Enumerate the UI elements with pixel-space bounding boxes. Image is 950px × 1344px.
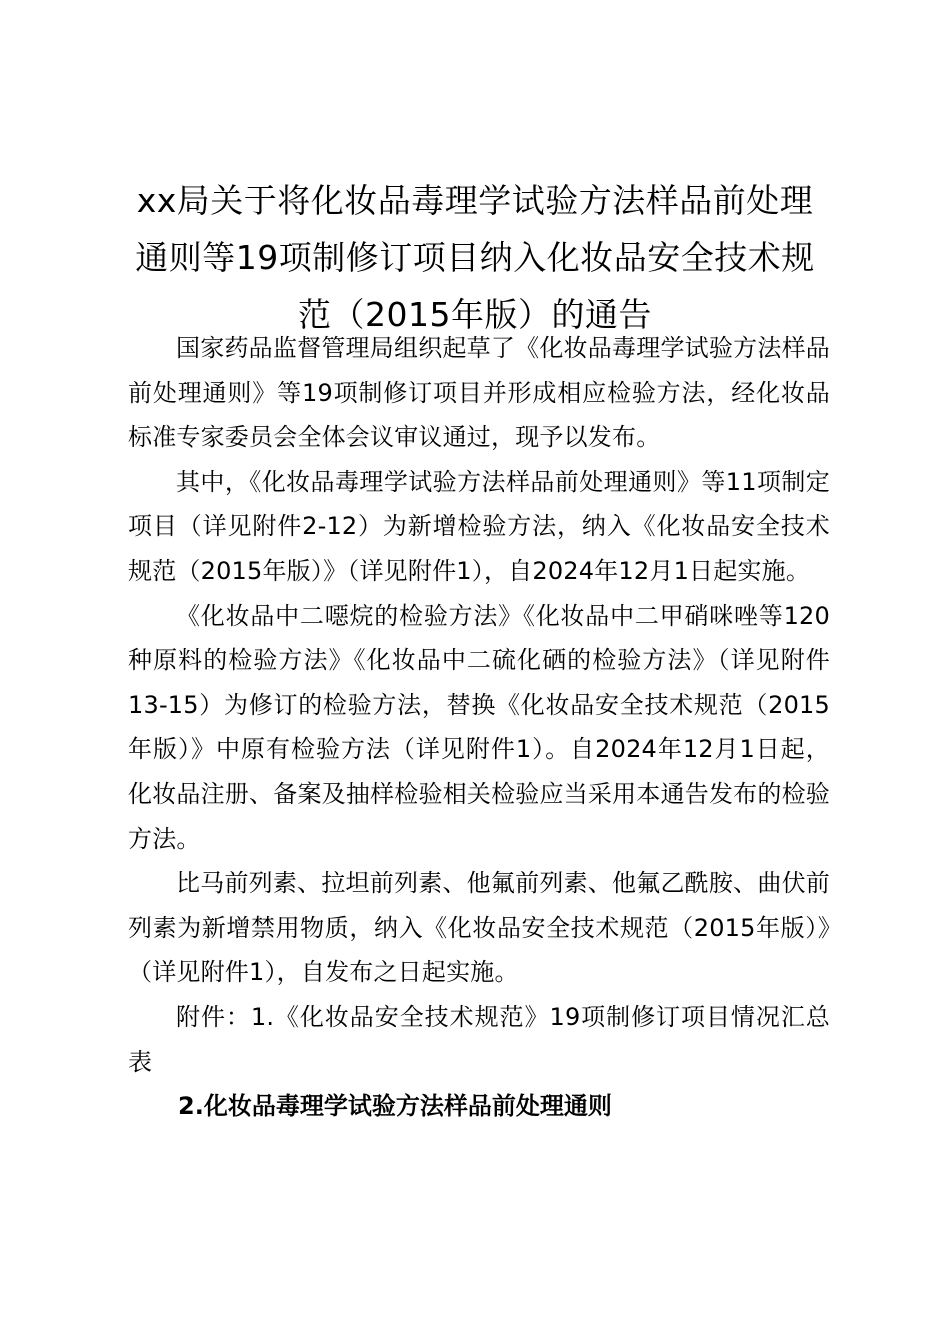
attachment-heading: 2.化妆品毒理学试验方法样品前处理通则 — [178, 1092, 612, 1121]
paragraph-intro: 国家药品监督管理局组织起草了《化妆品毒理学试验方法样品前处理通则》等19项制修订项目并形成相应检验方法，经化妆品标准专家委员会全体会议审议通过，现予以发布。 — [128, 334, 830, 452]
document-body — [128, 326, 830, 1129]
paragraph-prohibited-substances: 比马前列素、拉坦前列素、他氟前列素、他氟乙酰胺、曲伏前列素为新增禁用物质，纳入《化妆品安全技术规范（2015年版）》（详见附件1），自发布之日起实施。 — [128, 869, 830, 987]
paragraph-new-methods: 其中，《化妆品毒理学试验方法样品前处理通则》等11项制定项目（详见附件2-12）为新增检验方法，纳入《化妆品安全技术规范（2015年版）》（详见附件1），自2024年12月1日起实施。 — [128, 467, 830, 585]
paragraph-revised-methods: 《化妆品中二噁烷的检验方法》《化妆品中二甲硝咪唑等120种原料的检验方法》《化妆品中二硫化硒的检验方法》（详见附件13-15）为修订的检验方法，替换《化妆品安全技术规范（2015年版）》中原有检验方法（详见附件1）。自2024年12月1日起，化妆品注册、备案及抽样检验相关检验应当采用本通告发布的检验方法。 — [128, 601, 830, 853]
document-title: xx局关于将化妆品毒理学试验方法样品前处理通则等19项制修订项目纳入化妆品安全技术规范（2015年版）的通告 — [135, 181, 815, 334]
paragraph-attachment-list: 附件：1.《化妆品安全技术规范》19项制修订项目情况汇总表 — [128, 1002, 830, 1076]
